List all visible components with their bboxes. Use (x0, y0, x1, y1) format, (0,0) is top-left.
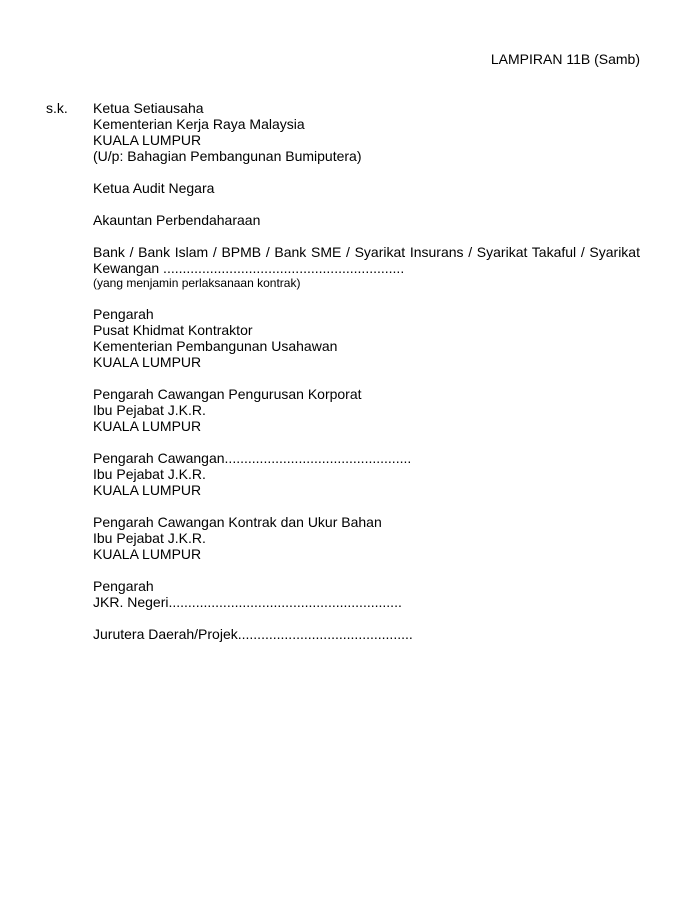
cc-label: s.k. (46, 100, 68, 116)
recipient-line: Pengarah (93, 306, 154, 322)
recipient-line: JKR. Negeri............................................................ (93, 594, 402, 610)
recipient-line: Pengarah Cawangan Kontrak dan Ukur Bahan (93, 514, 382, 530)
recipient-ketua-setiausaha (93, 100, 640, 164)
recipient-line: Kementerian Kerja Raya Malaysia (93, 116, 305, 132)
recipient-line: Ibu Pejabat J.K.R. (93, 466, 206, 482)
recipient-line: KUALA LUMPUR (93, 546, 202, 562)
cc-recipient-list (93, 100, 640, 658)
recipient-jurutera-daerah (93, 626, 640, 642)
recipient-bank (93, 244, 640, 290)
recipient-line: Ketua Audit Negara (93, 180, 215, 196)
recipient-ketua-audit-negara (93, 180, 640, 196)
recipient-jkr-negeri (93, 578, 640, 610)
recipient-cawangan-kontrak-ukur-bahan (93, 514, 640, 562)
recipient-line: Pengarah Cawangan Pengurusan Korporat (93, 386, 362, 402)
recipient-line: Jurutera Daerah/Projek............................................. (93, 626, 413, 642)
recipient-line: Pengarah (93, 578, 154, 594)
recipient-line: (U/p: Bahagian Pembangunan Bumiputera) (93, 148, 362, 164)
recipient-line: Ketua Setiausaha (93, 100, 204, 116)
recipient-line: Pusat Khidmat Kontraktor (93, 322, 253, 338)
recipient-pengarah-cawangan (93, 450, 640, 498)
page-reference: LAMPIRAN 11B (Samb) (490, 51, 640, 67)
recipient-line: KUALA LUMPUR (93, 132, 202, 148)
recipient-line: Ibu Pejabat J.K.R. (93, 530, 206, 546)
recipient-line: Pengarah Cawangan................................................ (93, 450, 412, 466)
recipient-line: Ibu Pejabat J.K.R. (93, 402, 206, 418)
recipient-cawangan-pengurusan-korporat (93, 386, 640, 434)
recipient-note: (yang menjamin perlaksanaan kontrak) (93, 276, 301, 290)
recipient-line: Akauntan Perbendaharaan (93, 212, 261, 228)
recipient-line: Kewangan .............................................................. (93, 260, 405, 276)
recipient-line: KUALA LUMPUR (93, 418, 202, 434)
recipient-line: Kementerian Pembangunan Usahawan (93, 338, 338, 354)
recipient-line: KUALA LUMPUR (93, 354, 202, 370)
recipient-line: Bank / Bank Islam / BPMB / Bank SME / Syarikat Insurans / Syarikat Takaful / Syarikat (93, 244, 640, 260)
recipient-akauntan-perbendaharaan (93, 212, 640, 228)
recipient-pusat-khidmat-kontraktor (93, 306, 640, 370)
recipient-line: KUALA LUMPUR (93, 482, 202, 498)
